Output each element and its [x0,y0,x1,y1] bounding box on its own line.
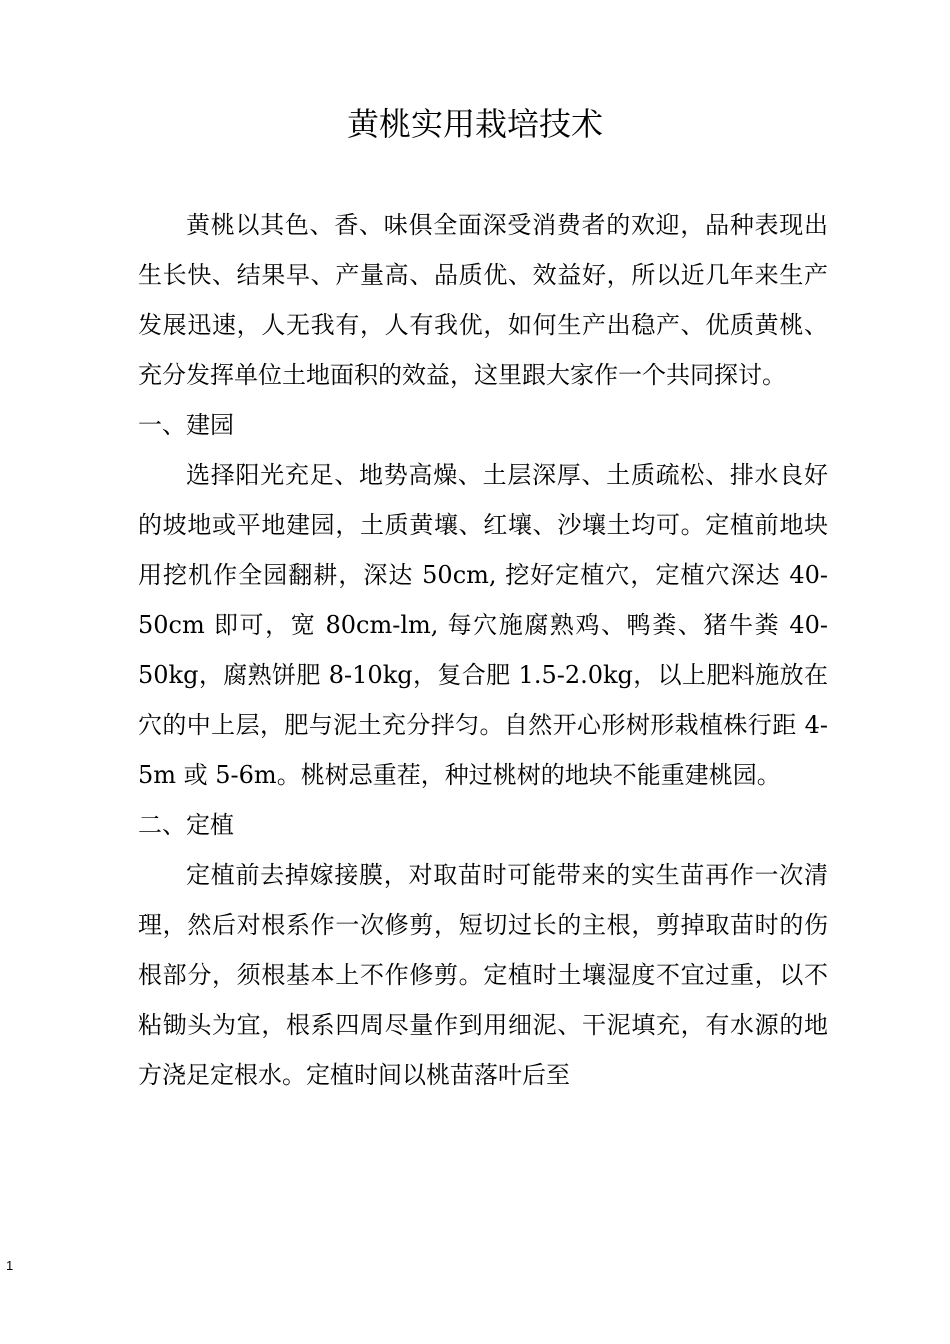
section-heading-site-selection: 一、建园 [138,411,234,439]
page-number: 1 [6,1258,14,1273]
intro-paragraph: 黄桃以其色、香、味俱全面深受消费者的欢迎，品种表现出生长快、结果早、产量高、品质优、效益好，所以近几年来生产发展迅速，人无我有，人有我优，如何生产出稳产、优质黄桃、充分发挥单位土地面积的效益，这里跟大家作一个共同探讨。 [138,211,828,389]
section-paragraph-site-selection: 选择阳光充足、地势高燥、土层深厚、土质疏松、排水良好的坡地或平地建园，土质黄壤、红壤、沙壤土均可。定植前地块用挖机作全园翻耕，深达 50cm, 挖好定植穴，定植穴深达 40-50cm 即可，宽 80cm-lm, 每穴施腐熟鸡、鸭粪、猪牛粪 40-50kg，腐熟饼肥 8-10kg，复合肥 1.5-2.0kg，以上肥料施放在穴的中上层，肥与泥土充分拌匀。自然开心形树形栽植株行距 4-5m 或 5-6m。桃树忌重茬，种过桃树的地块不能重建桃园。 [138,461,828,789]
document-title: 黄桃实用栽培技术 [346,105,603,143]
document-body [138,200,828,1100]
section-heading-planting: 二、定植 [138,811,234,839]
section-paragraph-planting: 定植前去掉嫁接膜，对取苗时可能带来的实生苗再作一次清理，然后对根系作一次修剪，短切过长的主根，剪掉取苗时的伤根部分，须根基本上不作修剪。定植时土壤湿度不宜过重，以不粘锄头为宜，根系四周尽量作到用细泥、干泥填充，有水源的地方浇足定根水。定植时间以桃苗落叶后至 [138,861,828,1089]
